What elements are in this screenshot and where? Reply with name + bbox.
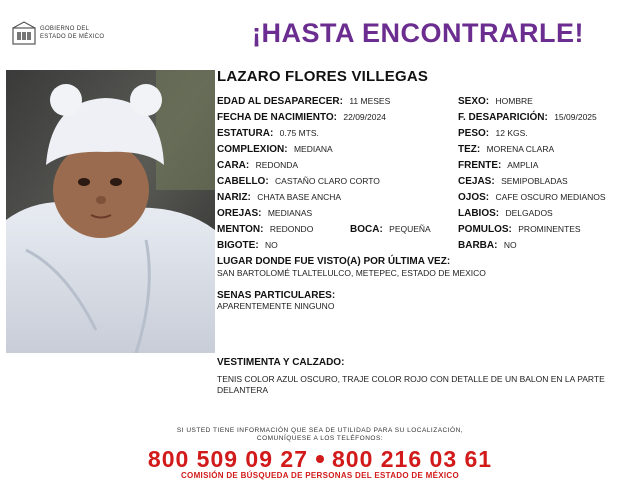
field-nacimiento bbox=[217, 111, 386, 124]
field-estatura bbox=[217, 127, 319, 140]
complexion-value: MEDIANA bbox=[293, 144, 333, 154]
desaparicion-label: F. DESAPARICIÓN: bbox=[458, 112, 548, 123]
footer-note-line-2: COMUNÍQUESE A LOS TELÉFONOS: bbox=[256, 435, 384, 442]
marks-title: SENAS PARTICULARES: bbox=[217, 290, 336, 301]
field-barba bbox=[458, 239, 517, 252]
bigote-label: BIGOTE: bbox=[217, 240, 259, 251]
gov-line-2: ESTADO DE MÉXICO bbox=[40, 34, 105, 40]
cejas-label: CEJAS: bbox=[458, 176, 495, 187]
last-seen-title: LUGAR DONDE FUE VISTO(A) POR ÚLTIMA VEZ: bbox=[217, 256, 451, 267]
estatura-label: ESTATURA: bbox=[217, 128, 274, 139]
headline: ¡HASTA ENCONTRARLE! bbox=[252, 18, 584, 48]
field-peso bbox=[458, 127, 528, 140]
government-wordmark bbox=[40, 25, 104, 41]
nariz-label: NARIZ: bbox=[217, 192, 251, 203]
peso-label: PESO: bbox=[458, 128, 490, 139]
sexo-value: HOMBRE bbox=[495, 96, 533, 106]
phone-number-2[interactable]: 800 216 03 61 bbox=[332, 446, 493, 472]
clothing-title: VESTIMENTA Y CALZADO: bbox=[217, 357, 345, 368]
boca-label: BOCA: bbox=[350, 224, 383, 235]
gov-line-1: GOBIERNO DEL bbox=[40, 26, 90, 32]
field-labios bbox=[458, 207, 553, 220]
frente-value: AMPLIA bbox=[507, 160, 539, 170]
field-tez bbox=[458, 143, 554, 156]
commission-name: COMISIÓN DE BÚSQUEDA DE PERSONAS DEL ESTADO DE MÉXICO bbox=[180, 471, 459, 480]
sexo-label: SEXO: bbox=[458, 96, 490, 107]
cejas-value: SEMIPOBLADAS bbox=[501, 176, 568, 186]
last-seen-text: SAN BARTOLOMÉ TLALTELULCO, METEPEC, ESTADO DE MEXICO bbox=[217, 268, 486, 278]
orejas-label: OREJAS: bbox=[217, 208, 262, 219]
phone-number-1[interactable]: 800 509 09 27 bbox=[147, 446, 308, 472]
pomulos-value: PROMINENTES bbox=[518, 224, 581, 234]
nacimiento-value: 22/09/2024 bbox=[343, 112, 386, 122]
field-menton bbox=[217, 223, 313, 236]
person-name: LAZARO FLORES VILLEGAS bbox=[217, 68, 429, 85]
bullet-separator-icon bbox=[316, 455, 324, 463]
barba-value: NO bbox=[503, 240, 517, 250]
footer-note-line-1: SI USTED TIENE INFORMACIÓN QUE SEA DE UTILIDAD PARA SU LOCALIZACIÓN, bbox=[176, 427, 464, 434]
menton-label: MENTON: bbox=[217, 224, 264, 235]
complexion-label: COMPLEXION: bbox=[217, 144, 288, 155]
missing-person-photo bbox=[6, 70, 215, 353]
state-coat-of-arms-logo bbox=[10, 20, 38, 46]
bigote-value: NO bbox=[265, 240, 278, 250]
pomulos-label: POMULOS: bbox=[458, 224, 512, 235]
field-nariz bbox=[217, 191, 341, 204]
estatura-value: 0.75 MTS. bbox=[279, 128, 319, 138]
field-boca bbox=[350, 223, 431, 236]
marks-text: APARENTEMENTE NINGUNO bbox=[217, 301, 335, 311]
clothing-text: TENIS COLOR AZUL OSCURO, TRAJE COLOR ROJO CON DETALLE DE UN BALON EN LA PARTE DELANTERA bbox=[217, 374, 605, 395]
cabello-value: CASTAÑO CLARO CORTO bbox=[275, 176, 380, 186]
field-edad bbox=[217, 95, 390, 108]
field-bigote bbox=[217, 239, 278, 252]
tez-label: TEZ: bbox=[458, 144, 481, 155]
field-cabello bbox=[217, 175, 380, 188]
nariz-value: CHATA BASE ANCHA bbox=[257, 192, 342, 202]
boca-value: PEQUEÑA bbox=[389, 224, 431, 234]
field-sexo bbox=[458, 95, 533, 108]
orejas-value: MEDIANAS bbox=[267, 208, 313, 218]
cara-value: REDONDA bbox=[255, 160, 299, 170]
ojos-value: CAFE OSCURO MEDIANOS bbox=[495, 192, 606, 202]
menton-value: REDONDO bbox=[269, 224, 314, 234]
frente-label: FRENTE: bbox=[458, 160, 502, 171]
barba-label: BARBA: bbox=[458, 240, 498, 251]
field-orejas bbox=[217, 207, 312, 220]
field-pomulos bbox=[458, 223, 581, 236]
phone-numbers bbox=[0, 446, 640, 473]
desaparicion-value: 15/09/2025 bbox=[554, 112, 597, 122]
field-desaparicion bbox=[458, 111, 597, 124]
field-frente bbox=[458, 159, 538, 172]
field-cara bbox=[217, 159, 298, 172]
nacimiento-label: FECHA DE NACIMIENTO: bbox=[217, 112, 337, 123]
tez-value: MORENA CLARA bbox=[486, 144, 555, 154]
peso-value: 12 KGS. bbox=[495, 128, 528, 138]
labios-label: LABIOS: bbox=[458, 208, 500, 219]
field-complexion bbox=[217, 143, 333, 156]
cara-label: CARA: bbox=[217, 160, 250, 171]
labios-value: DELGADOS bbox=[505, 208, 553, 218]
field-cejas bbox=[458, 175, 568, 188]
cabello-label: CABELLO: bbox=[217, 176, 269, 187]
edad-value: 11 MESES bbox=[349, 96, 391, 106]
field-ojos bbox=[458, 191, 606, 204]
edad-label: EDAD AL DESAPARECER: bbox=[217, 96, 343, 107]
header bbox=[0, 0, 640, 62]
ojos-label: OJOS: bbox=[458, 192, 490, 203]
